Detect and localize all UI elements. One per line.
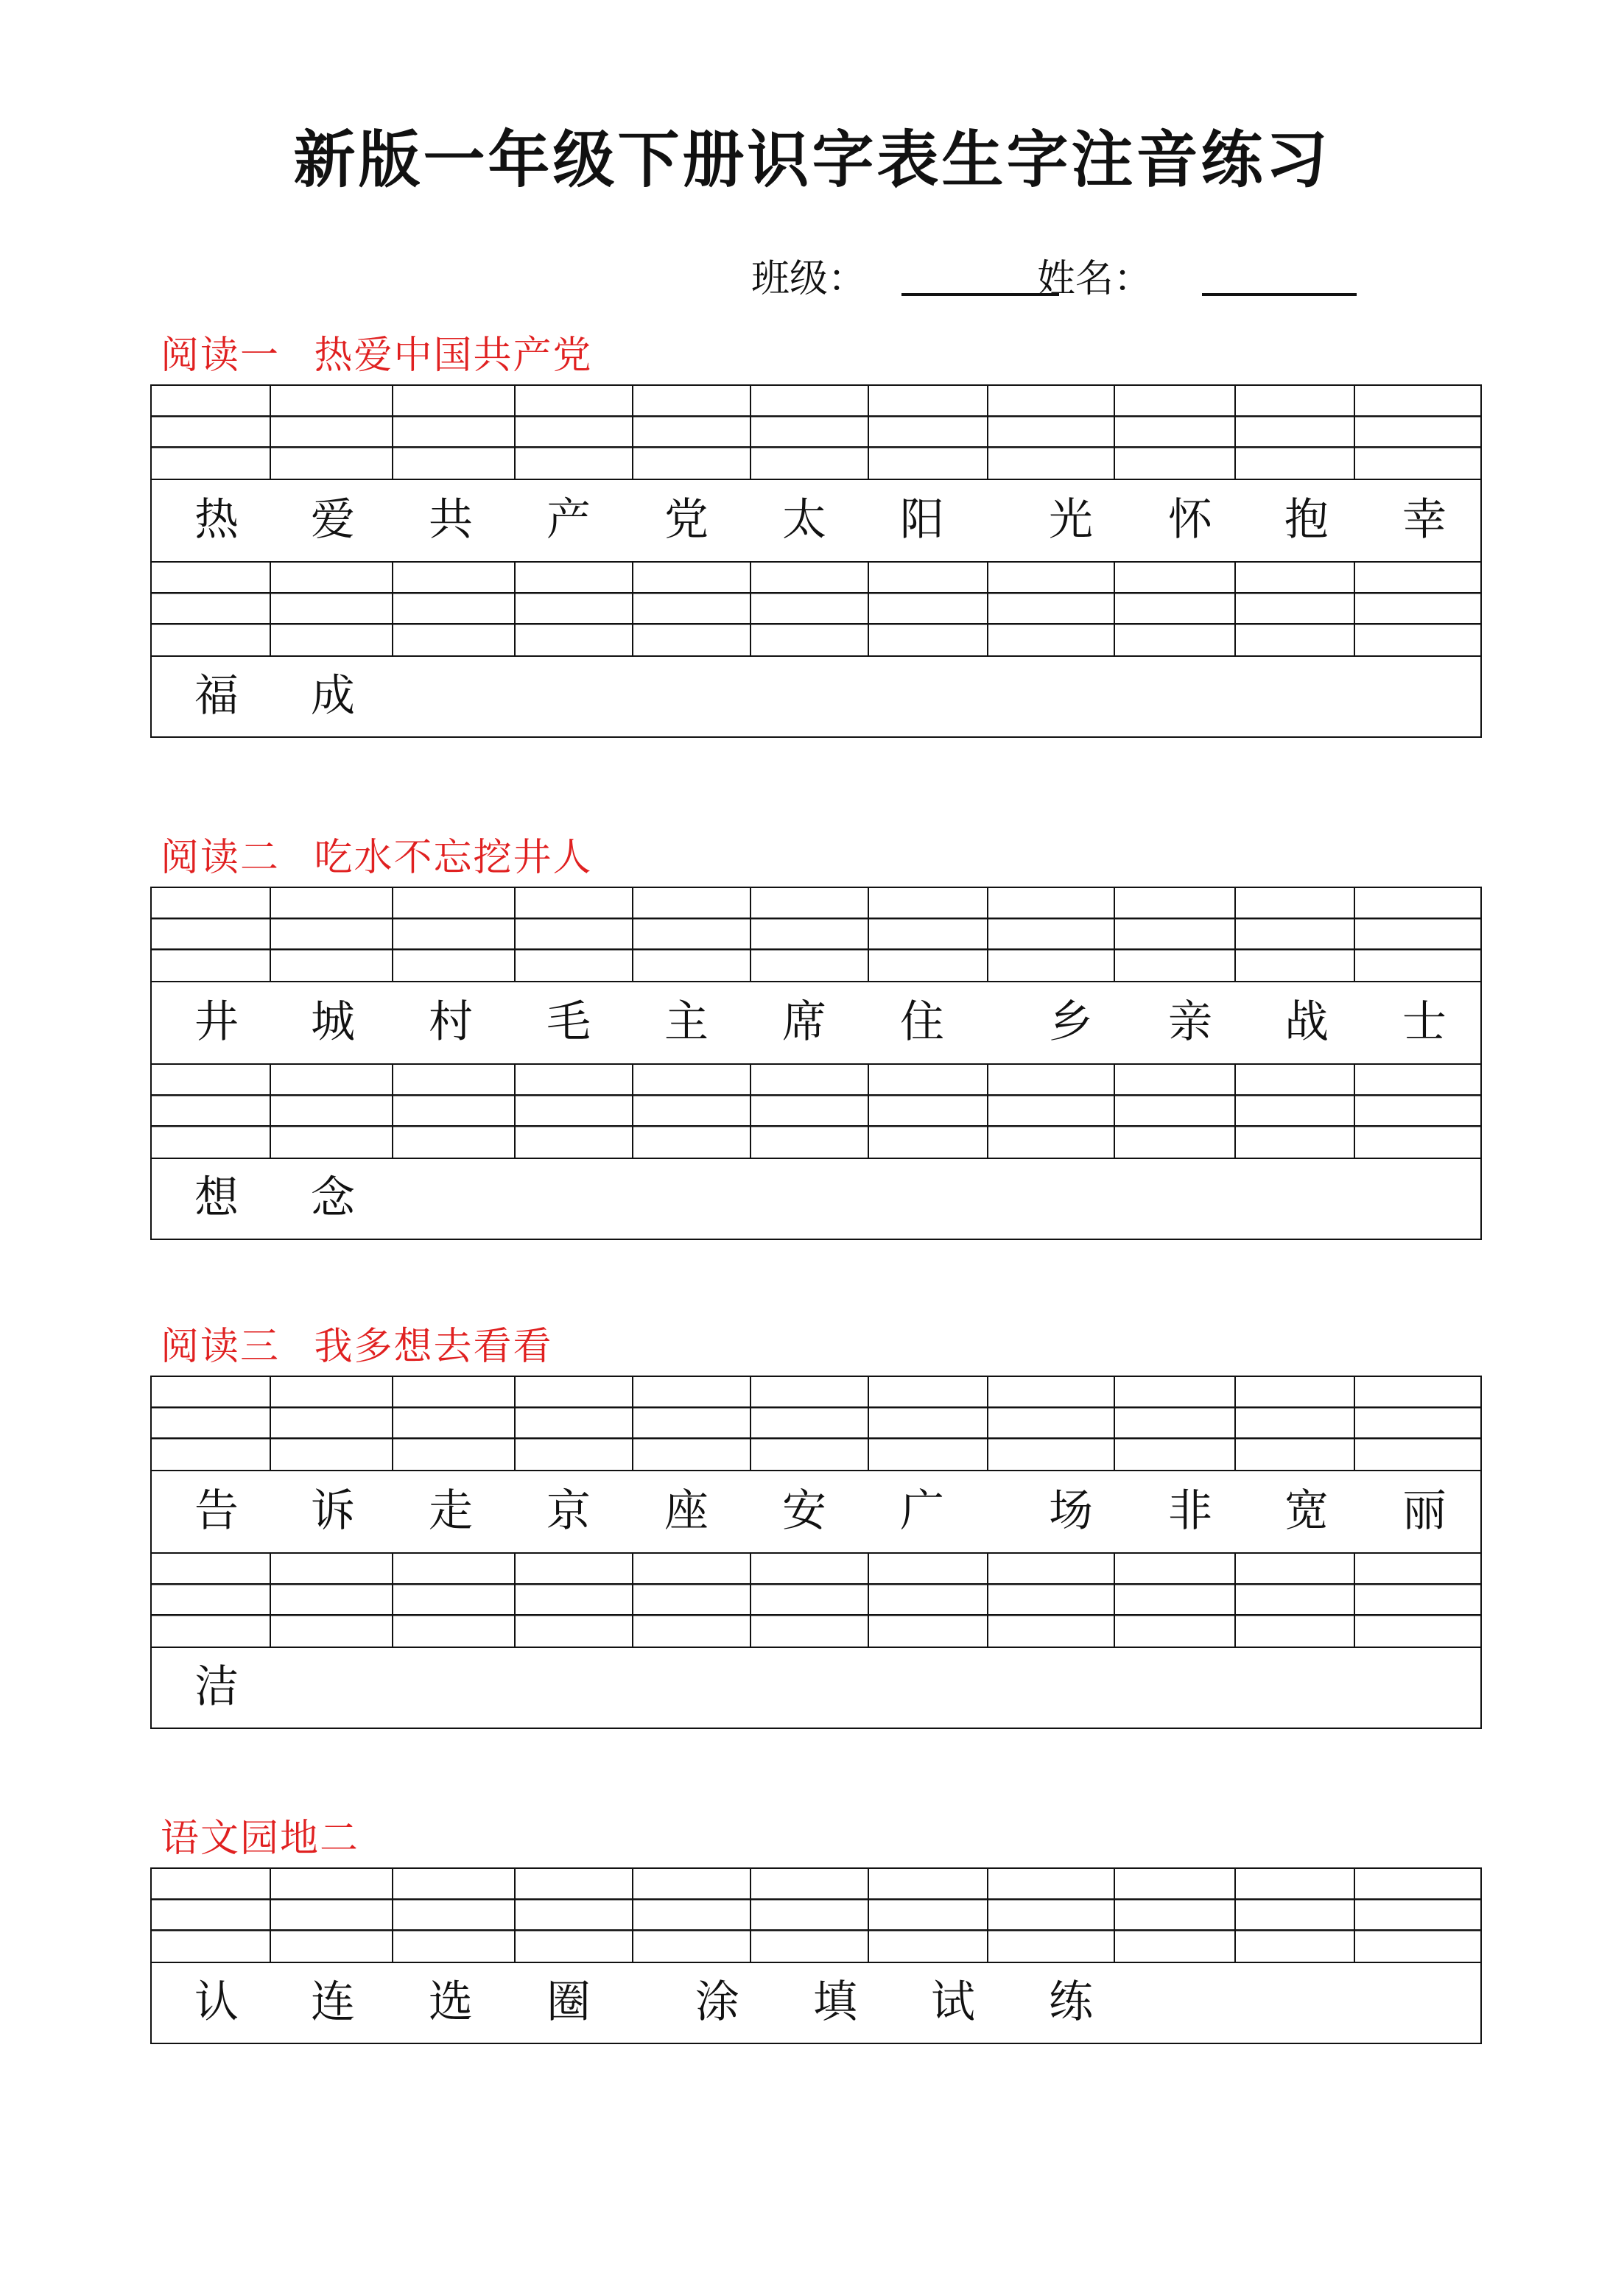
pinyin-cell[interactable] (869, 888, 988, 981)
pinyin-cell[interactable] (1355, 1377, 1469, 1470)
pinyin-cell[interactable] (1236, 888, 1355, 981)
hanzi-char: 广 (900, 1485, 944, 1537)
name-blank[interactable] (1202, 293, 1357, 296)
pinyin-cell[interactable] (152, 386, 271, 479)
hanzi-char: 村 (429, 996, 473, 1048)
section-label: 语文园地二 (161, 1817, 360, 1861)
pinyin-row[interactable] (150, 561, 1482, 655)
hanzi-char: 热 (194, 493, 239, 546)
name-label: 姓名： (1037, 257, 1153, 301)
class-label: 班级： (751, 257, 867, 301)
pinyin-cell[interactable] (516, 1065, 633, 1158)
char-row (150, 655, 1482, 738)
pinyin-cell[interactable] (1355, 386, 1469, 479)
pinyin-cell[interactable] (271, 563, 393, 655)
hanzi-char: 涂 (695, 1976, 739, 2028)
hanzi-char: 洁 (194, 1661, 239, 1713)
pinyin-cell[interactable] (393, 1377, 516, 1470)
pinyin-cell[interactable] (393, 563, 516, 655)
section-label: 阅读二 (161, 836, 281, 880)
section-title (161, 1807, 359, 1862)
pinyin-cell[interactable] (516, 888, 633, 981)
hanzi-char: 产 (546, 493, 591, 546)
pinyin-cell[interactable] (152, 563, 271, 655)
hanzi-char: 丽 (1402, 1485, 1447, 1537)
pinyin-cell[interactable] (1355, 1869, 1469, 1962)
hanzi-char: 座 (664, 1485, 709, 1537)
pinyin-cell[interactable] (751, 888, 869, 981)
pinyin-cell[interactable] (152, 1377, 271, 1470)
pinyin-cell[interactable] (988, 563, 1115, 655)
hanzi-char: 阳 (900, 493, 944, 546)
hanzi-char: 练 (1049, 1976, 1093, 2028)
hanzi-char: 毛 (546, 996, 591, 1048)
pinyin-cell[interactable] (1236, 1377, 1355, 1470)
pinyin-cell[interactable] (271, 1377, 393, 1470)
char-row (150, 479, 1482, 561)
pinyin-cell[interactable] (751, 563, 869, 655)
pinyin-cell[interactable] (393, 386, 516, 479)
pinyin-cell[interactable] (516, 563, 633, 655)
section-lesson: 热爱中国共产党 (314, 334, 593, 378)
char-row (150, 1470, 1482, 1552)
section-lesson: 我多想去看看 (314, 1325, 553, 1369)
pinyin-cell[interactable] (1236, 1554, 1355, 1647)
pinyin-cell[interactable] (1115, 888, 1236, 981)
hanzi-char: 住 (900, 996, 944, 1048)
pinyin-cell[interactable] (1355, 563, 1469, 655)
pinyin-cell[interactable] (751, 1869, 869, 1962)
pinyin-cell[interactable] (869, 1377, 988, 1470)
pinyin-cell[interactable] (988, 386, 1115, 479)
section-lesson: 吃水不忘挖井人 (314, 836, 593, 880)
char-row (150, 981, 1482, 1063)
hanzi-char: 城 (311, 996, 355, 1048)
pinyin-cell[interactable] (633, 1869, 751, 1962)
pinyin-cell[interactable] (751, 1065, 869, 1158)
pinyin-row[interactable] (150, 384, 1482, 479)
hanzi-char: 太 (782, 493, 826, 546)
hanzi-char: 士 (1402, 996, 1447, 1048)
hanzi-char: 爱 (311, 493, 355, 546)
pinyin-cell[interactable] (1115, 1554, 1236, 1647)
hanzi-char: 主 (664, 996, 709, 1048)
pinyin-cell[interactable] (393, 1554, 516, 1647)
pinyin-cell[interactable] (869, 1869, 988, 1962)
section-title (161, 1315, 553, 1370)
practice-table (150, 384, 1482, 738)
pinyin-cell[interactable] (1236, 1869, 1355, 1962)
hanzi-char: 亲 (1168, 996, 1212, 1048)
pinyin-cell[interactable] (633, 1554, 751, 1647)
pinyin-cell[interactable] (988, 1869, 1115, 1962)
hanzi-char: 共 (429, 493, 473, 546)
pinyin-cell[interactable] (271, 1554, 393, 1647)
hanzi-char: 安 (782, 1485, 826, 1537)
pinyin-cell[interactable] (516, 1554, 633, 1647)
pinyin-cell[interactable] (1115, 563, 1236, 655)
pinyin-cell[interactable] (393, 888, 516, 981)
hanzi-char: 抱 (1284, 493, 1329, 546)
practice-table (150, 1867, 1482, 2044)
pinyin-cell[interactable] (869, 1554, 988, 1647)
pinyin-row[interactable] (150, 1376, 1482, 1470)
pinyin-cell[interactable] (988, 1377, 1115, 1470)
pinyin-cell[interactable] (516, 1869, 633, 1962)
practice-table (150, 887, 1482, 1240)
hanzi-char: 战 (1284, 996, 1329, 1048)
pinyin-cell[interactable] (1115, 1065, 1236, 1158)
hanzi-char: 井 (194, 996, 239, 1048)
hanzi-char: 填 (813, 1976, 857, 2028)
pinyin-row[interactable] (150, 1552, 1482, 1647)
section-title (161, 826, 593, 881)
section-title (161, 324, 593, 379)
pinyin-row[interactable] (150, 1867, 1482, 1962)
pinyin-cell[interactable] (1115, 1377, 1236, 1470)
class-blank[interactable] (901, 293, 1059, 296)
hanzi-char: 宽 (1284, 1485, 1329, 1537)
hanzi-char: 怀 (1168, 493, 1212, 546)
pinyin-cell[interactable] (271, 1869, 393, 1962)
pinyin-cell[interactable] (1236, 1065, 1355, 1158)
pinyin-cell[interactable] (1115, 1869, 1236, 1962)
pinyin-cell[interactable] (988, 1065, 1115, 1158)
section-label: 阅读三 (161, 1325, 281, 1369)
pinyin-cell[interactable] (516, 1377, 633, 1470)
pinyin-row[interactable] (150, 887, 1482, 981)
pinyin-cell[interactable] (152, 1554, 271, 1647)
pinyin-cell[interactable] (751, 1377, 869, 1470)
pinyin-cell[interactable] (152, 1869, 271, 1962)
pinyin-row[interactable] (150, 1063, 1482, 1158)
pinyin-cell[interactable] (1115, 386, 1236, 479)
pinyin-cell[interactable] (393, 1065, 516, 1158)
hanzi-char: 京 (546, 1485, 591, 1537)
hanzi-char: 福 (194, 669, 239, 722)
pinyin-cell[interactable] (516, 386, 633, 479)
hanzi-char: 念 (311, 1172, 355, 1224)
pinyin-cell[interactable] (633, 563, 751, 655)
pinyin-cell[interactable] (271, 1065, 393, 1158)
hanzi-char: 认 (194, 1976, 239, 2028)
pinyin-cell[interactable] (152, 888, 271, 981)
pinyin-cell[interactable] (1355, 1065, 1469, 1158)
hanzi-char: 想 (194, 1172, 239, 1224)
pinyin-cell[interactable] (393, 1869, 516, 1962)
hanzi-char: 连 (311, 1976, 355, 2028)
hanzi-char: 诉 (311, 1485, 355, 1537)
hanzi-char: 非 (1168, 1485, 1212, 1537)
pinyin-cell[interactable] (633, 1065, 751, 1158)
pinyin-cell[interactable] (1355, 888, 1469, 981)
hanzi-char: 走 (429, 1485, 473, 1537)
pinyin-cell[interactable] (152, 1065, 271, 1158)
pinyin-cell[interactable] (633, 1377, 751, 1470)
char-row (150, 1962, 1482, 2044)
pinyin-cell[interactable] (1355, 1554, 1469, 1647)
pinyin-cell[interactable] (751, 1554, 869, 1647)
hanzi-char: 试 (931, 1976, 975, 2028)
hanzi-char: 成 (311, 669, 355, 722)
char-row (150, 1647, 1482, 1729)
hanzi-char: 幸 (1402, 493, 1447, 546)
pinyin-cell[interactable] (988, 1554, 1115, 1647)
hanzi-char: 党 (664, 493, 709, 546)
hanzi-char: 乡 (1049, 996, 1093, 1048)
pinyin-cell[interactable] (751, 386, 869, 479)
hanzi-char: 告 (194, 1485, 239, 1537)
char-row (150, 1158, 1482, 1240)
pinyin-cell[interactable] (988, 888, 1115, 981)
page-title: 新版一年级下册识字表生字注音练习 (293, 124, 1331, 196)
pinyin-cell[interactable] (633, 888, 751, 981)
pinyin-cell[interactable] (1236, 386, 1355, 479)
hanzi-char: 圈 (546, 1976, 591, 2028)
practice-table (150, 1376, 1482, 1729)
pinyin-cell[interactable] (869, 386, 988, 479)
pinyin-cell[interactable] (271, 888, 393, 981)
hanzi-char: 场 (1049, 1485, 1093, 1537)
pinyin-cell[interactable] (869, 1065, 988, 1158)
hanzi-char: 选 (429, 1976, 473, 2028)
pinyin-cell[interactable] (633, 386, 751, 479)
pinyin-cell[interactable] (869, 563, 988, 655)
pinyin-cell[interactable] (1236, 563, 1355, 655)
hanzi-char: 席 (782, 996, 826, 1048)
hanzi-char: 光 (1049, 493, 1093, 546)
section-label: 阅读一 (161, 334, 281, 378)
pinyin-cell[interactable] (271, 386, 393, 479)
